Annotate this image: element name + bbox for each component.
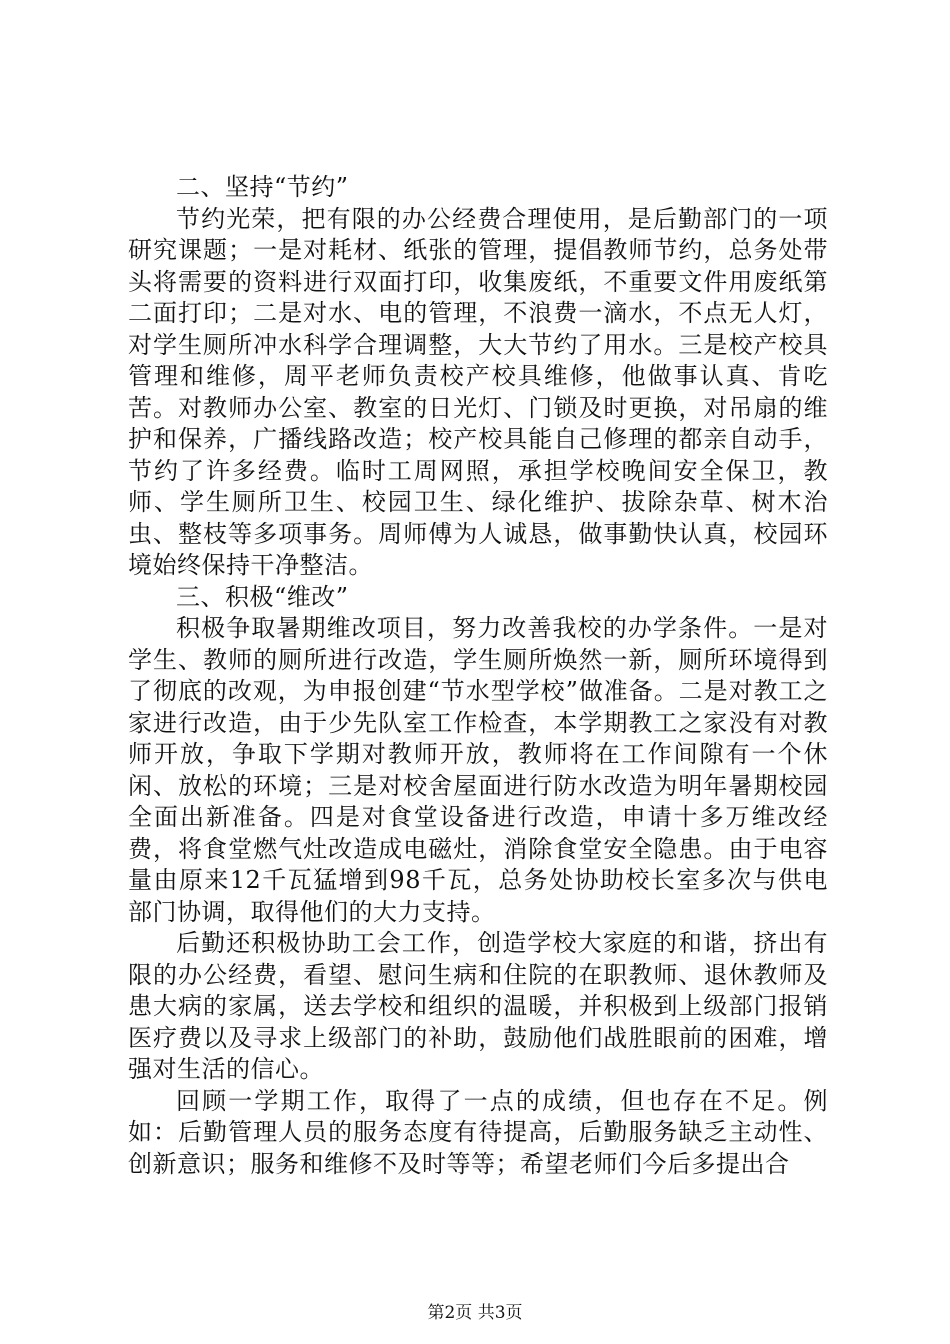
paragraph-gonghui: 后勤还积极协助工会工作，创造学校大家庭的和谐，挤出有限的办公经费，看望、慰问生病和住院的在职教师、退休教师及患大病的家属，送去学校和组织的温暖，并积极到上级部门报销医疗费以及寻求上级部门的补助，鼓励他们战胜眼前的困难，增强对生活的信心。	[128, 929, 828, 1083]
page-number-footer: 第2页 共3页	[427, 1303, 523, 1323]
document-body	[128, 172, 828, 1180]
paragraph-jieyue: 节约光荣，把有限的办公经费合理使用，是后勤部门的一项研究课题；一是对耗材、纸张的管理，提倡教师节约，总务处带头将需要的资料进行双面打印，收集废纸，不重要文件用废纸第二面打印；二是对水、电的管理，不浪费一滴水，不点无人灯，对学生厕所冲水科学合理调整，大大节约了用水。三是校产校具管理和维修，周平老师负责校产校具维修，他做事认真、肯吃苦。对教师办公室、教室的日光灯、门锁及时更换，对吊扇的维护和保养，广播线路改造；校产校具能自己修理的都亲自动手，节约了许多经费。临时工周网照，承担学校晚间安全保卫，教师、学生厕所卫生、校园卫生、绿化维护、拔除杂草、树木治虫、整枝等多项事务。周师傅为人诚恳，做事勤快认真，校园环境始终保持干净整洁。	[128, 204, 828, 579]
paragraph-weigai: 积极争取暑期维改项目，努力改善我校的办学条件。一是对学生、教师的厕所进行改造，学生厕所焕然一新，厕所环境得到了彻底的改观，为申报创建“节水型学校”做准备。二是对教工之家进行改造，由于少先队室工作检查，本学期教工之家没有对教师开放，争取下学期对教师开放，教师将在工作间隙有一个休闲、放松的环境；三是对校舍屋面进行防水改造为明年暑期校园全面出新准备。四是对食堂设备进行改造，申请十多万维改经费，将食堂燃气灶改造成电磁灶，消除食堂安全隐患。由于电容量由原来12千瓦猛增到98千瓦，总务处协助校长室多次与供电部门协调，取得他们的大力支持。	[128, 614, 828, 926]
paragraph-huigu: 回顾一学期工作，取得了一点的成绩，但也存在不足。例如：后勤管理人员的服务态度有待提高，后勤服务缺乏主动性、创新意识；服务和维修不及时等等；希望老师们今后多提出合	[128, 1086, 828, 1178]
section-heading-jieyue: 二、坚持“节约”	[176, 173, 349, 201]
section-heading-weigai: 三、积极“维改”	[176, 582, 349, 611]
